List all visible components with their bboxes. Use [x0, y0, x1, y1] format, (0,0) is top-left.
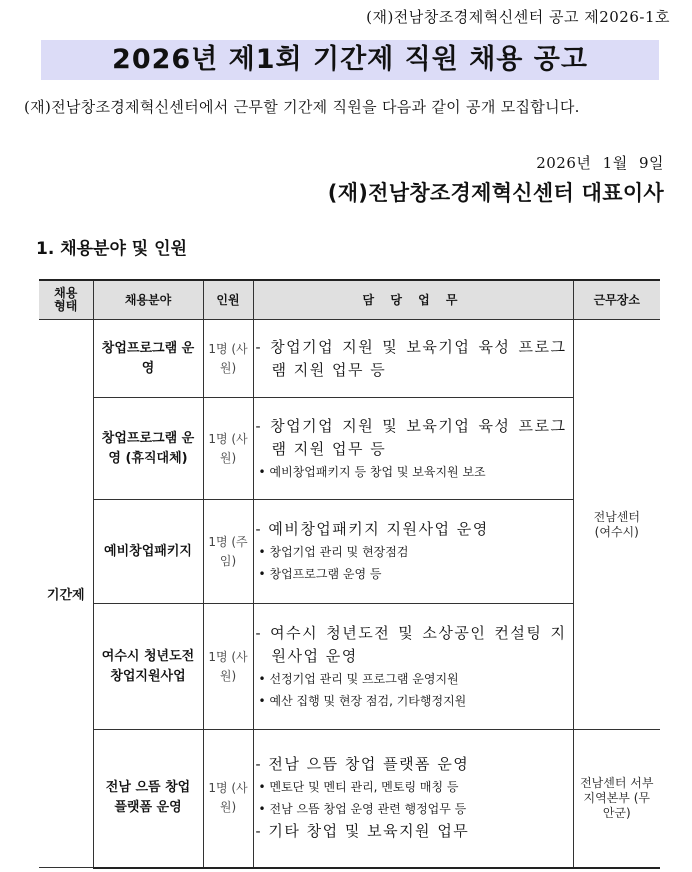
duty-line: - 전남 으뜸 창업 플랫폼 운영: [255, 755, 470, 774]
location-center: 전남센터 (여수시): [573, 320, 660, 730]
count-cell: 1명 (사원): [203, 604, 253, 730]
duty-line: - 창업기업 지원 및 보육기업 육성 프로그램 지원 업무 등: [255, 337, 567, 379]
header-count: 인원: [203, 280, 253, 320]
table-row: [39, 604, 660, 730]
count-cell: 1명 (사원): [203, 398, 253, 500]
header-field: 채용분야: [93, 280, 203, 320]
duty-bullet: • 전남 으뜸 창업 운영 관련 행정업무 등: [256, 798, 567, 820]
table-row: [39, 398, 660, 500]
field-cell: 여수시 청년도전 창업지원사업: [93, 604, 203, 730]
recruitment-table: [39, 279, 660, 869]
table-header-row: [39, 280, 660, 320]
count-cell: 1명 (사원): [203, 730, 253, 868]
field-cell: 전남 으뜸 창업 플랫폼 운영: [93, 730, 203, 868]
section-title: 1. 채용분야 및 인원: [36, 239, 187, 259]
duty-cell: [253, 500, 573, 604]
duty-cell: [253, 604, 573, 730]
header-type: 채용 형태: [39, 280, 93, 320]
count-cell: 1명 (사원): [203, 320, 253, 398]
duty-line: - 여수시 청년도전 및 소상공인 컨설팅 지원사업 운영: [255, 623, 567, 665]
page-title: 2026년 제1회 기간제 직원 채용 공고: [112, 44, 588, 75]
duty-bullet: • 멘토단 및 멘티 관리, 멘토링 매칭 등: [256, 776, 567, 798]
header-duty: 담 당 업 무: [253, 280, 573, 320]
employment-type: 기간제: [39, 320, 93, 868]
field-cell: 창업프로그램 운영: [93, 320, 203, 398]
intro-paragraph: (재)전남창조경제혁신센터에서 근무할 기간제 직원을 다음과 같이 공개 모집합니다.: [24, 98, 580, 116]
duty-bullet: • 예비창업패키지 등 창업 및 보육지원 보조: [256, 461, 567, 483]
notice-number: (재)전남창조경제혁신센터 공고 제2026-1호: [366, 8, 670, 26]
field-cell: 창업프로그램 운영 (휴직대체): [93, 398, 203, 500]
duty-line: - 예비창업패키지 지원사업 운영: [255, 520, 489, 538]
duty-line: - 기타 창업 및 보육지원 업무: [255, 822, 470, 841]
duty-cell: [253, 320, 573, 398]
field-cell: 예비창업패키지: [93, 500, 203, 604]
duty-bullet: • 예산 집행 및 현장 점검, 기타행정지원: [256, 690, 567, 712]
table-row: [39, 730, 660, 868]
announcement-date: 2026년 1월 9일: [536, 154, 664, 172]
count-cell: 1명 (주임): [203, 500, 253, 604]
signer-name: (재)전남창조경제혁신센터 대표이사: [327, 181, 664, 205]
duty-bullet: • 선정기업 관리 및 프로그램 운영지원: [256, 668, 567, 690]
duty-line: - 창업기업 지원 및 보육기업 육성 프로그램 지원 업무 등: [255, 416, 567, 458]
duty-bullet: • 창업기업 관리 및 현장점검: [256, 541, 567, 563]
table-row: [39, 500, 660, 604]
duty-bullet: • 창업프로그램 운영 등: [256, 563, 567, 585]
duty-cell: [253, 398, 573, 500]
duty-cell: [253, 730, 573, 868]
location-west: 전남센터 서부지역본부 (무안군): [573, 730, 660, 868]
header-location: 근무장소: [573, 280, 660, 320]
table-row: [39, 320, 660, 398]
